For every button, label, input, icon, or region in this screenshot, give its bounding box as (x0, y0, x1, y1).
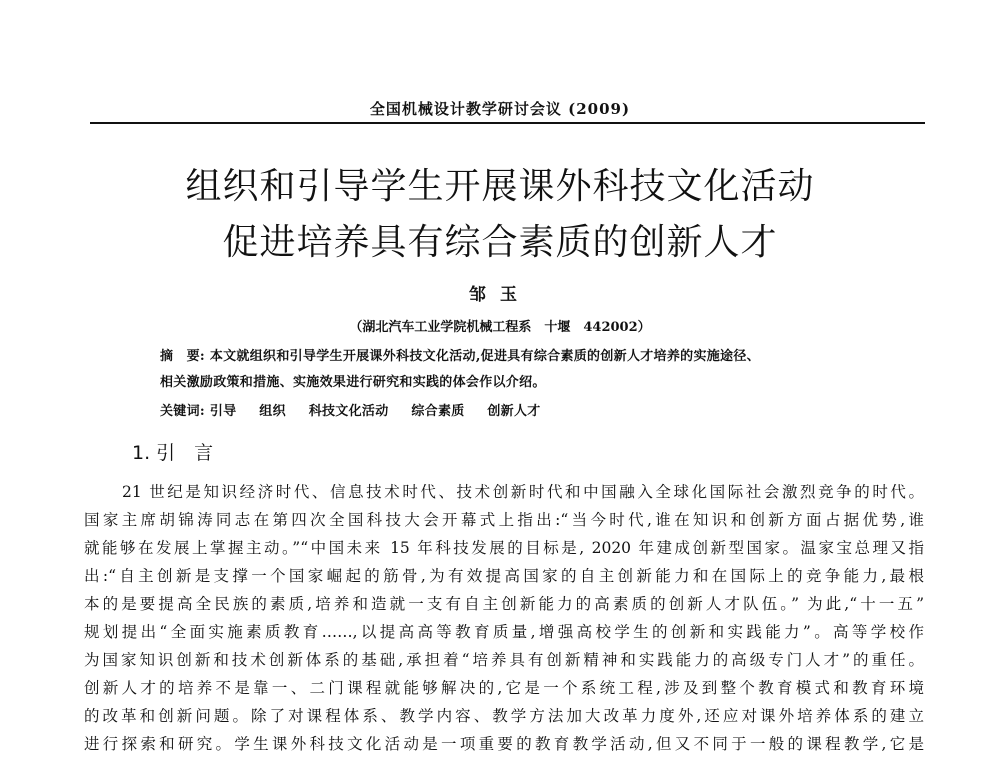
abstract-line-2: 相关激励政策和措施、实施效果进行研究和实践的体会作以介绍。 (160, 375, 546, 390)
body-line: 出:“自主创新是支撑一个国家崛起的筋骨,为有效提高国家的自主创新能力和在国际上的竞争能力,最根 (84, 567, 924, 585)
keyword: 科技文化活动 (308, 404, 389, 419)
abstract-label: 摘 要: (160, 349, 205, 364)
affiliation: （湖北汽车工业学院机械工程系 十堰 442002） (349, 320, 651, 335)
keywords (160, 400, 900, 419)
abstract-line-1 (160, 345, 900, 364)
paper-title-line-1: 组织和引导学生开展课外科技文化活动 (185, 166, 815, 207)
body-line: 国家主席胡锦涛同志在第四次全国科技大会开幕式上指出:“当今时代,谁在知识和创新方面占据优势,谁 (84, 511, 924, 529)
body-line: 就能够在发展上掌握主动。”“中国未来 15 年科技发展的目标是, 2020 年建成创新型国家。温家宝总理又指 (84, 539, 924, 557)
body-line: 为国家知识创新和技术创新体系的基础,承担着“培养具有创新精神和实践能力的高级专门人才”的重任。 (84, 651, 924, 669)
body-line: 创新人才的培养不是靠一、二门课程就能够解决的,它是一个系统工程,涉及到整个教育模式和教育环境 (84, 679, 924, 697)
section-heading: 1. 引 言 (132, 442, 214, 464)
header-rule (90, 122, 925, 124)
body-line: 进行探索和研究。学生课外科技文化活动是一项重要的教育教学活动,但又不同于一般的课程教学,它是 (84, 735, 924, 753)
abstract-text-1: 本文就组织和引导学生开展课外科技文化活动,促进具有综合素质的创新人才培养的实施途径、 (209, 349, 760, 364)
body-line: 的改革和创新问题。除了对课程体系、教学内容、教学方法加大改革力度外,还应对课外培养体系的建立 (84, 707, 924, 725)
keyword: 组织 (259, 404, 286, 419)
running-header: 全国机械设计教学研讨会议 (2009) (369, 100, 631, 118)
paper-title-line-2: 促进培养具有综合素质的创新人才 (222, 222, 778, 263)
body-line: 规划提出“全面实施素质教育……,以提高高等教育质量,增强高校学生的创新和实践能力”。高等学校作 (84, 623, 924, 641)
body-line: 本的是要提高全民族的素质,培养和造就一支有自主创新能力的高素质的创新人才队伍。” 为此,“十一五” (84, 595, 924, 613)
body-line: 21 世纪是知识经济时代、信息技术时代、技术创新时代和中国融入全球化国际社会激烈竞争的时代。 (122, 483, 924, 501)
keywords-label: 关键词: (160, 404, 205, 419)
keyword: 引导 (209, 404, 237, 419)
author-name: 邹玉 (469, 285, 531, 305)
keyword: 创新人才 (487, 404, 541, 419)
keyword: 综合素质 (411, 404, 465, 419)
